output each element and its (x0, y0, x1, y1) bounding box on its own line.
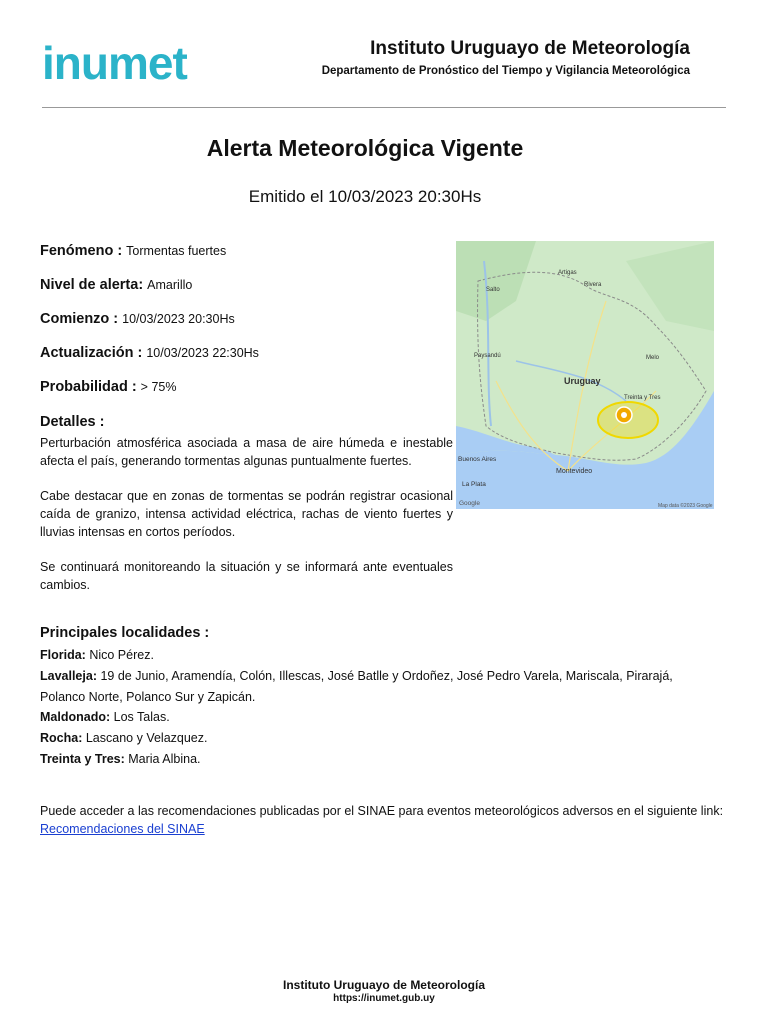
dept-name: Maldonado: (40, 710, 111, 725)
field-value: 10/03/2023 22:30Hs (146, 346, 259, 360)
dept-name: Rocha: (40, 731, 83, 746)
map-city-label: Treinta y Tres (624, 395, 661, 401)
issued-date: Emitido el 10/03/2023 20:30Hs (248, 187, 482, 206)
dept-name: Lavalleja: (40, 668, 97, 683)
details-paragraph: Cabe destacar que en zonas de tormentas se podrán registrar ocasional caída de granizo, intensa actividad eléctrica, rachas de viento fuertes y lluvias intensas en cortos períodos. (40, 489, 453, 539)
field-actualizacion (40, 345, 259, 361)
sinae-link[interactable]: Recomendaciones del SINAE (40, 822, 205, 836)
map-country-label: Uruguay (564, 376, 601, 386)
recommendations (40, 802, 730, 838)
alert-title: Alerta Meteorológica Vigente (206, 135, 524, 161)
list-item (40, 645, 720, 666)
field-value: 10/03/2023 20:30Hs (122, 312, 235, 326)
dept-name: Treinta y Tres: (40, 751, 125, 766)
list-item (40, 707, 720, 728)
map-city-label: Buenos Aires (458, 456, 497, 463)
google-label: Google (459, 500, 480, 507)
field-comienzo (40, 311, 235, 327)
dept-places: Lascano y Velazquez. (85, 731, 208, 746)
list-item (40, 666, 720, 708)
dept-places: Nico Pérez. (89, 648, 154, 662)
footer-name: Instituto Uruguayo de Meteorología (282, 978, 485, 992)
map-city-label: Salto (486, 287, 500, 293)
recommendations-text: Puede acceder a las recomendaciones publicadas por el SINAE para eventos meteorológicos adversos en el siguiente link: (40, 804, 724, 818)
map-city-label: La Plata (462, 481, 486, 488)
map-attribution: Map data ©2023 Google (658, 503, 713, 509)
map-city-label: Montevideo (556, 468, 593, 475)
map-city-label: Rivera (584, 282, 602, 288)
list-item (40, 728, 720, 749)
header-divider (42, 107, 726, 108)
field-fenomeno (40, 243, 226, 259)
field-nivel-alerta (40, 277, 192, 293)
localities-list (40, 645, 720, 770)
dept-places: Los Talas. (113, 710, 170, 725)
field-label: Fenómeno : (40, 243, 123, 259)
org-subtitle: Departamento de Pronóstico del Tiempo y Vigilancia Meteorológica (321, 65, 690, 77)
field-value: Tormentas fuertes (126, 244, 227, 258)
footer-url[interactable]: https://inumet.gub.uy (333, 993, 435, 1004)
details-paragraph: Perturbación atmosférica asociada a masa de aire húmeda e inestable afecta el país, generando tormentas algunas puntualmente fuertes. (40, 436, 453, 468)
alert-map (456, 241, 714, 509)
field-label: Probabilidad : (40, 379, 137, 395)
details-paragraph: Se continuará monitoreando la situación y se informará ante eventuales cambios. (40, 560, 453, 592)
field-value: > 75% (140, 380, 177, 394)
map-city-label: Paysandú (474, 353, 501, 359)
inumet-logo: inumet (42, 37, 187, 89)
dept-places: 19 de Junio, Aramendía, Colón, Illescas, José Batlle y Ordoñez, José Pedro Varela, Mariscala, Pirarajá, Polanco Norte, Polanco Sur y Zapicán. (40, 668, 673, 704)
field-label: Nivel de alerta: (40, 277, 144, 293)
dept-places: Maria Albina. (128, 751, 201, 766)
field-value: Amarillo (147, 278, 193, 292)
details-text (40, 434, 453, 611)
map-city-label: Artigas (558, 270, 577, 276)
field-label: Comienzo : (40, 311, 119, 327)
field-probabilidad (40, 379, 176, 395)
map-city-label: Melo (646, 355, 660, 361)
details-label: Detalles : (40, 414, 105, 430)
list-item (40, 749, 720, 770)
localities-title: Principales localidades : (40, 625, 210, 641)
org-title: Instituto Uruguayo de Meteorología (370, 38, 690, 59)
field-label: Actualización : (40, 345, 143, 361)
dept-name: Florida: (40, 648, 86, 662)
